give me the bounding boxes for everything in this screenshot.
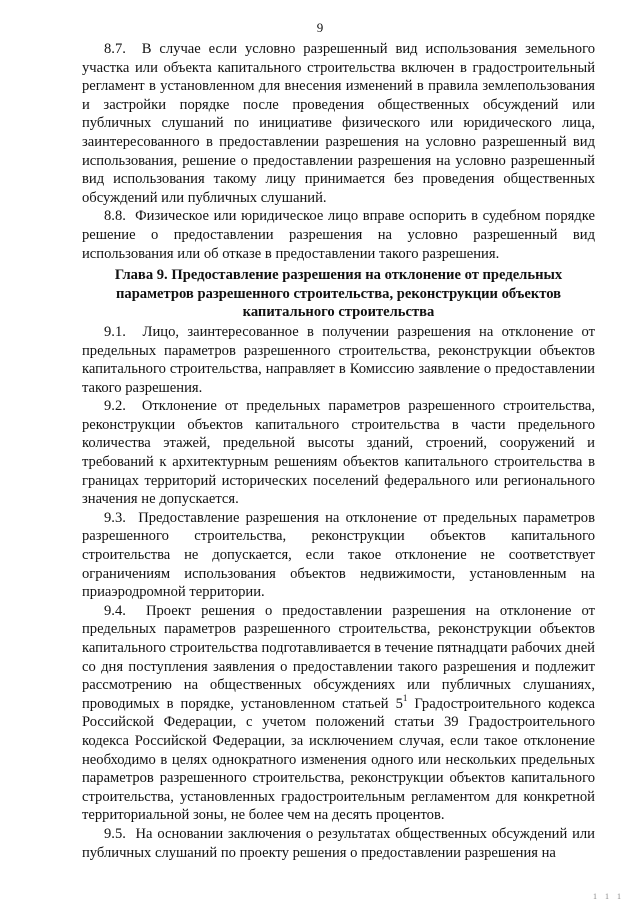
chapter-9-title: Глава 9. Предоставление разрешения на отклонение от предельных параметров разрешенного строительства, реконструкции объектов капитального строительства [114,267,563,321]
paragraph-9-4-part1: 9.4. Проект решения о предоставлении разрешения на отклонение от предельных параметров разрешенного строительства, реконструкции объектов капитального строительства подготавливается в течение пятнадцати рабочих дней со дня поступления заявления о предоставлении такого разрешения и подлежит рассмотрению на общественных обсуждениях или публичных слушаниях, проводимых в порядке, установленном статьей 5 [82,602,595,712]
paragraph-9-4-part2: Градостроительного кодекса Российской Федерации, с учетом положений статьи 39 Градостроительного кодекса Российской Федерации, за исключением случая, если такое отклонение необходимо в целях однократного изменения одного или нескольких предельных параметров разрешенного строительства, реконструкции объектов капитального строительства, установленных градостроительным регламентом для конкретной территориальной зоны, не более чем на десять процентов. [82,695,595,824]
article-superscript: 1 [402,692,408,703]
paragraph-9-1: 9.1. Лицо, заинтересованное в получении разрешения на отклонение от предельных параметров разрешенного строительства, реконструкции объектов капитального строительства, направляет в Комиссию заявление о предоставлении такого разрешения. [82,323,595,396]
paragraph-9-3: 9.3. Предоставление разрешения на отклонение от предельных параметров разрешенного строительства, реконструкции объектов капитального строительства не допускается, если такое отклонение не соответствует ограничениям использования объектов недвижимости, установленным на приаэродромной территории. [82,509,595,601]
paragraph-8-7: 8.7. В случае если условно разрешенный вид использования земельного участка или объекта капитального строительства включен в градостроительный регламент в установленном для внесения изменений в правила землепользования и застройки порядке после проведения общественных обсуждений или публичных слушаний по инициативе физического или юридического лица, заинтересованного в предоставлении разрешения на условно разрешенный вид использования, решение о предоставлении разрешения на условно разрешенный вид использования такому лицу принимается без проведения общественных обсуждений или публичных слушаний. [82,41,595,206]
paragraph-9-5: 9.5. На основании заключения о результатах общественных обсуждений или публичных слушаний по проекту решения о предоставлении разрешения на [82,825,595,861]
paragraph-9-2: 9.2. Отклонение от предельных параметров разрешенного строительства, реконструкции объектов капитального строительства в части предельного количества этажей, предельной высоты зданий, строений, сооружений и требований к архитектурным решениям объектов капитального строительства в границах территорий исторических поселений федерального или регионального значения не допускается. [82,398,595,508]
scan-footer-marks: 1 1 1 [593,892,624,901]
document-body [82,40,595,862]
paragraph-9-4 [82,602,595,825]
page-number: 9 [316,20,324,35]
paragraph-8-8: 8.8. Физическое или юридическое лицо вправе оспорить в судебном порядке решение о предоставлении разрешения на условно разрешенный вид использования или об отказе в предоставлении такого разрешения. [82,208,595,262]
